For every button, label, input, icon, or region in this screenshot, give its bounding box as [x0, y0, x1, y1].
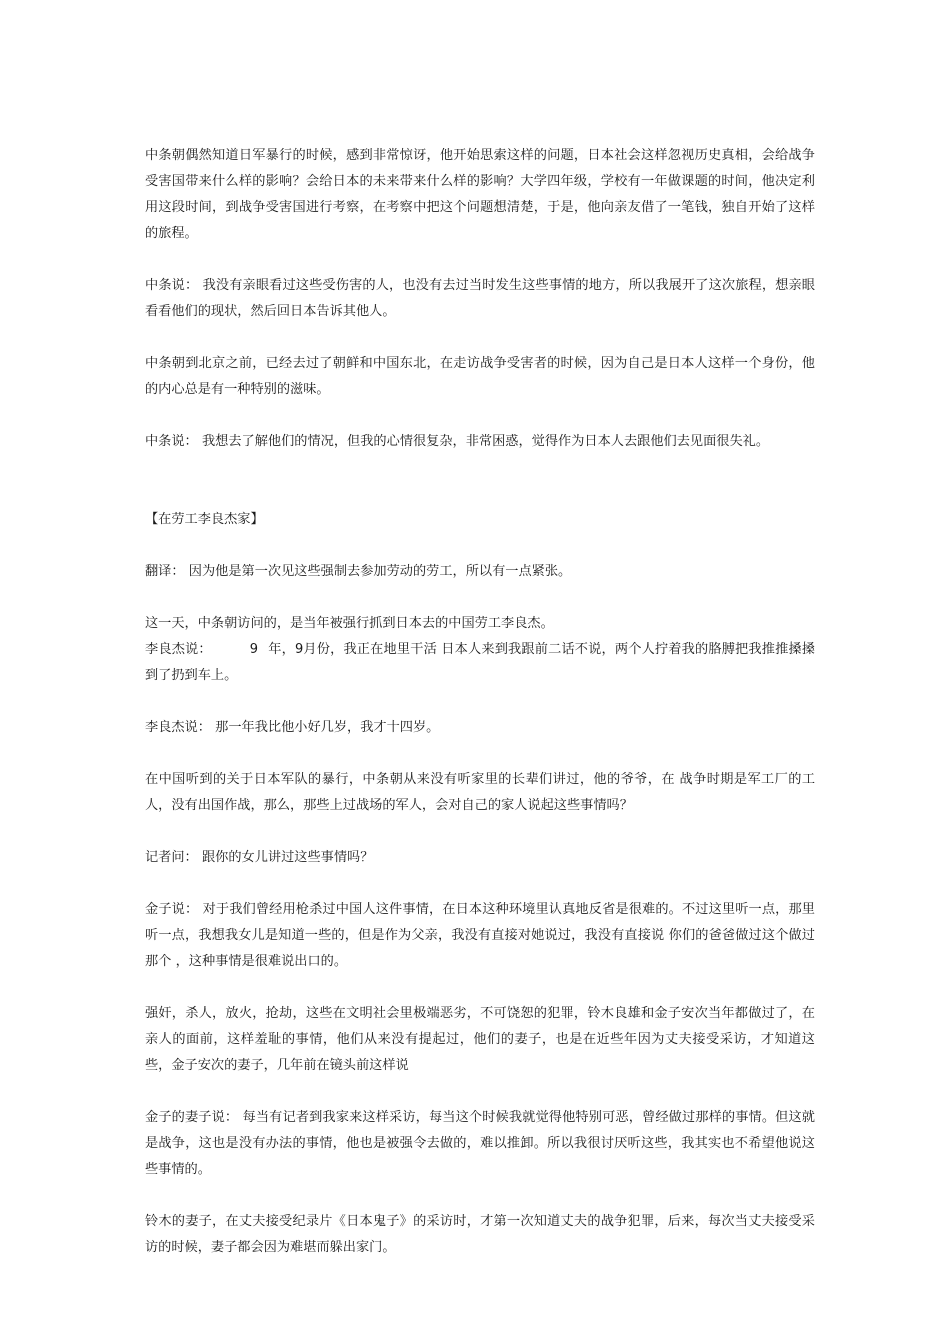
paragraph-2: 中条说： 我没有亲眼看过这些受伤害的人，也没有去过当时发生这些事情的地方，所以我展开了这次旅程，想亲眼看看他们的现状，然后回日本告诉其他人。 [145, 278, 815, 319]
spacer [145, 455, 815, 507]
paragraph-9: 记者问： 跟你的女儿讲过这些事情吗？ [145, 850, 374, 865]
paragraph-3: 中条朝到北京之前，已经去过了朝鲜和中国东北，在走访战争受害者的时候，因为自己是日本人这样一个身份，他的内心总是有一种特别的滋味。 [145, 356, 815, 397]
spacer [145, 247, 815, 273]
spacer [145, 1183, 815, 1209]
spacer [145, 585, 815, 611]
paragraph-6b [145, 637, 815, 689]
paragraph-10: 金子说： 对于我们曾经用枪杀过中国人这件事情，在日本这种环境里认真地反省是很难的。不过这里听一点，那里听一点，我想我女儿是知道一些的，但是作为父亲，我没有直接对她说过，我没有直接说 你们的爸爸做过这个做过那个 ，这种事情是很难说出口的。 [145, 902, 815, 969]
document-body [145, 143, 815, 1261]
spacer [145, 689, 815, 715]
spacer [145, 819, 815, 845]
year-number: 9 [249, 642, 259, 657]
month-number: 9 [294, 642, 304, 657]
spacer [145, 741, 815, 767]
quote-text: 月份，我正在地里干活 日本人来到我跟前二话不说，两个人拧着我的胳膊把我推推搡搡 到了扔到车上。 [145, 642, 816, 683]
paragraph-12: 金子的妻子说： 每当有记者到我家来这样采访，每当这个时候我就觉得他特别可恶，曾经做过那样的事情。但这就是战争，这也是没有办法的事情，他也是被强令去做的，难以推卸。所以我很讨厌听这些，我其实也不希望他说这些事情的。 [145, 1110, 815, 1177]
paragraph-11: 强奸，杀人，放火，抢劫，这些在文明社会里极端恶劣，不可饶恕的犯罪，铃木良雄和金子安次当年都做过了，在亲人的面前，这样羞耻的事情，他们从来没有提起过，他们的妻子，也是在近些年因为丈夫接受采访，才知道这些，金子安次的妻子，几年前在镜头前这样说 [145, 1006, 815, 1073]
paragraph-5: 翻译： 因为他是第一次见这些强制去参加劳动的劳工，所以有一点紧张。 [145, 564, 572, 579]
spacer [145, 533, 815, 559]
section-heading: 【在劳工李良杰家】 [145, 512, 264, 527]
spacer [145, 1079, 815, 1105]
speaker-label: 李良杰说： [145, 642, 212, 657]
spacer [145, 403, 815, 429]
paragraph-13: 铃木的妻子，在丈夫接受纪录片《日本鬼子》的采访时，才第一次知道丈夫的战争犯罪，后来，每次当丈夫接受采访的时候，妻子都会因为难堪而躲出家门。 [145, 1214, 815, 1255]
spacer [145, 871, 815, 897]
paragraph-6a: 这一天，中条朝访问的，是当年被强行抓到日本去的中国劳工李良杰。 [145, 616, 554, 631]
spacer [145, 325, 815, 351]
paragraph-7: 李良杰说： 那一年我比他小好几岁，我才十四岁。 [145, 720, 440, 735]
paragraph-1: 中条朝偶然知道日军暴行的时候，感到非常惊讶，他开始思索这样的问题，日本社会这样忽视历史真相，会给战争受害国带来什么样的影响？会给日本的未来带来什么样的影响？大学四年级，学校有一年做课题的时间，他决定利用这段时间，到战争受害国进行考察，在考察中把这个问题想清楚，于是，他向亲友借了一笔钱，独自开始了这样的旅程。 [145, 148, 815, 241]
paragraph-4: 中条说： 我想去了解他们的情况，但我的心情很复杂，非常困惑，觉得作为日本人去跟他们去见面很失礼。 [145, 434, 770, 449]
paragraph-8: 在中国听到的关于日本军队的暴行，中条朝从来没有听家里的长辈们讲过，他的爷爷，在 战争时期是军工厂的工人，没有出国作战，那么，那些上过战场的军人，会对自己的家人说起这些事情吗？ [145, 772, 815, 813]
spacer [145, 975, 815, 1001]
year-suffix: 年， [268, 642, 295, 657]
